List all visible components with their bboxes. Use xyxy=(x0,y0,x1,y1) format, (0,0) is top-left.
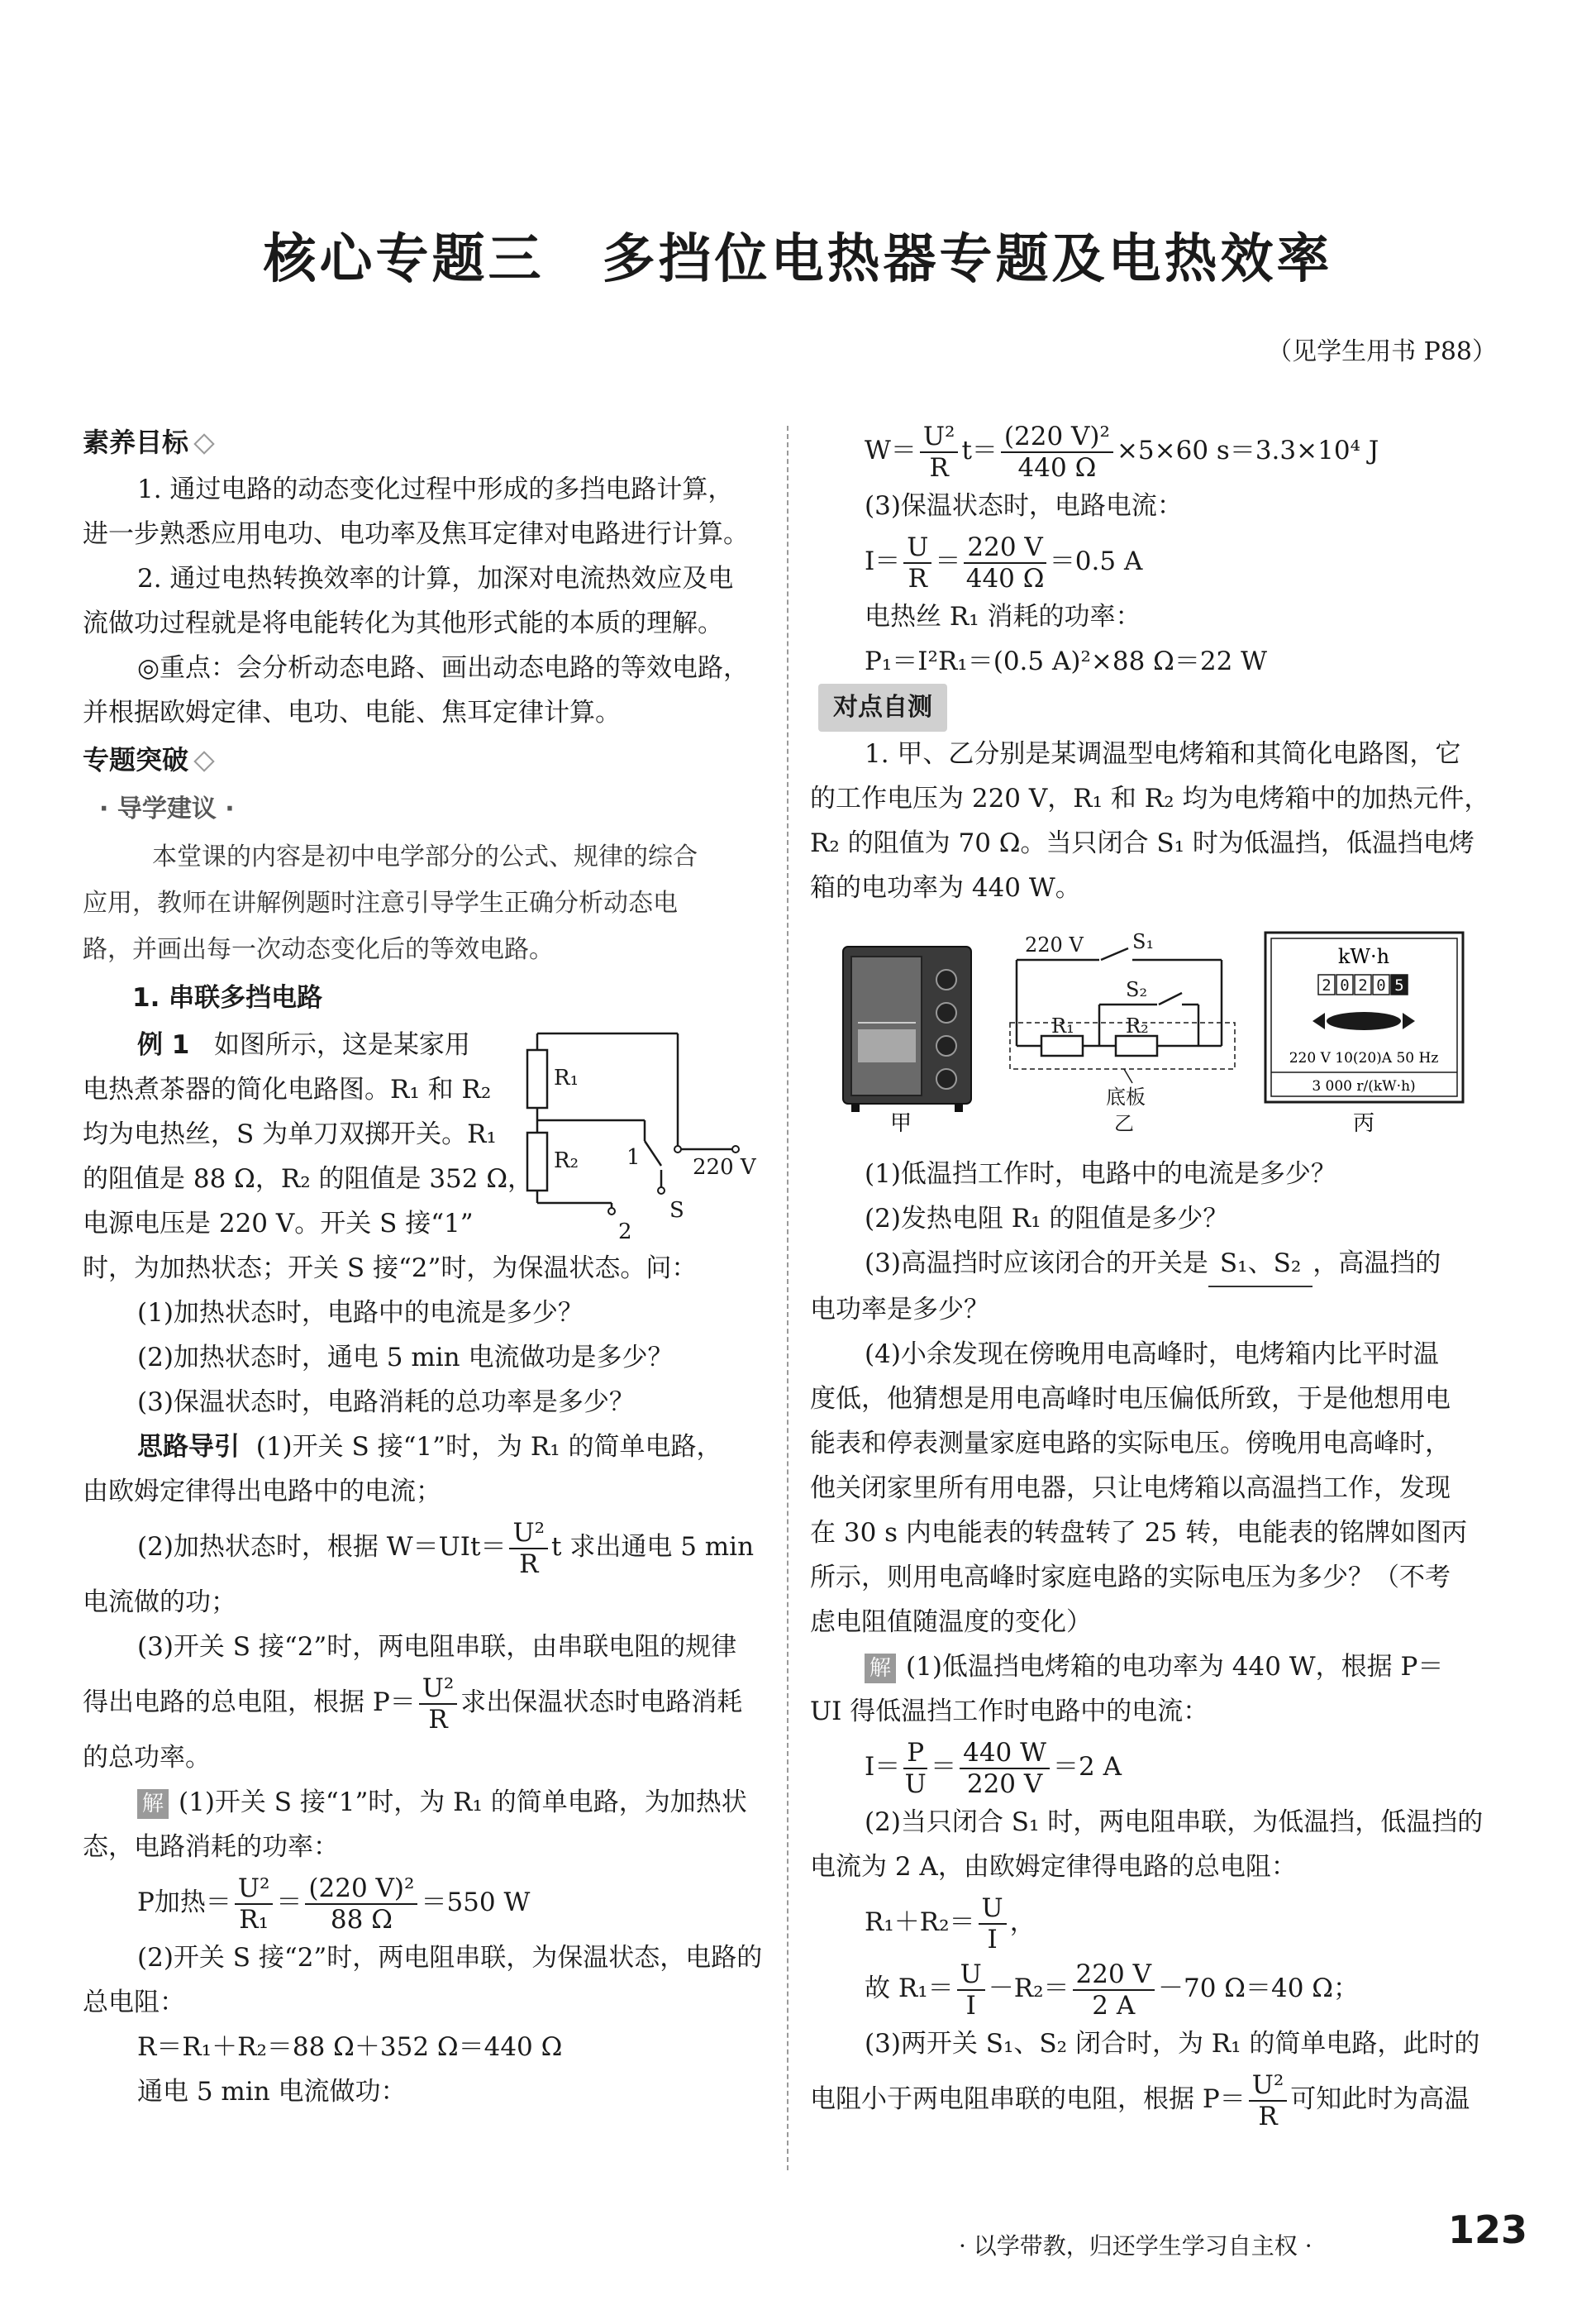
meter-digit: 0 xyxy=(1376,976,1386,995)
terminal-2 xyxy=(608,1208,615,1215)
label-base: 底板 xyxy=(1106,1086,1146,1109)
example-label: 例 1 xyxy=(137,1030,190,1060)
fraction: $\frac{\text{U²}}{R}$ xyxy=(920,422,959,483)
solution-text: 通电 5 min 电流做功： xyxy=(137,2077,407,2107)
label-s1: S₁ xyxy=(1132,930,1155,953)
question-2: (2)发热电阻 R₁ 的阻值是多少？ xyxy=(865,1204,1229,1234)
switch-s2 xyxy=(1159,993,1182,1005)
question-text: 在 30 s 内电能表的转盘转了 25 转，电能表的铭牌如图丙 xyxy=(810,1518,1468,1548)
switch-s1 xyxy=(1101,948,1128,960)
column-divider xyxy=(787,426,788,2170)
meter-constant: 3 000 r/(kW·h) xyxy=(1312,1078,1416,1095)
fraction: $\frac{440 W}{220 V}$ xyxy=(960,1738,1050,1799)
label-switch: S xyxy=(669,1198,684,1223)
example-line: 例 1 如图所示，这是某家用 xyxy=(137,1030,470,1060)
label-r1: R₁ xyxy=(1051,1014,1074,1038)
thinking-text: 电流做的功； xyxy=(83,1587,236,1617)
label-voltage: 220 V xyxy=(1025,933,1084,957)
solution-text: (3)保温状态时，电路电流： xyxy=(865,491,1183,521)
left-column xyxy=(83,418,773,2114)
oven-food xyxy=(858,1029,916,1062)
goal-text: 1. 通过电路的动态变化过程中形成的多挡电路计算， xyxy=(137,475,734,504)
problem-text: 的工作电压为 220 V，R₁ 和 R₂ 均为电烤箱中的加热元件， xyxy=(810,784,1490,814)
solution-text: (2)当只闭合 S₁ 时，两电阻串联，为低温挡，低温挡的 xyxy=(865,1807,1484,1837)
subsection-heading: 1. 串联多挡电路 xyxy=(132,983,323,1013)
current-formula: I＝ $\frac{U}{R}$ ＝ $\frac{220 V}{440 \Omega}$ ＝0.5 A xyxy=(865,532,1143,594)
question-text: 他关闭家里所有用电器，只让电烤箱以高温挡工作，发现 xyxy=(810,1473,1451,1503)
question-text: 能表和停表测量家庭电路的实际电压。傍晚用电高峰时， xyxy=(810,1429,1451,1458)
label-position-2: 2 xyxy=(618,1219,632,1240)
guide-heading: · 导学建议 · xyxy=(99,795,235,823)
section-heading-goals: 素养目标 xyxy=(83,418,773,467)
fraction: $\frac{\text{U²}}{R}$ xyxy=(1249,2070,1288,2131)
fraction: $\frac{U}{R}$ xyxy=(903,532,931,594)
meter-digit: 2 xyxy=(1358,976,1368,995)
solution-formula: P加热＝ $\frac{\text{U²}}{\text{R₁}}$ ＝ $\frac{\text{(220 V)²}}{88 \Omega}$ ＝550 W xyxy=(137,1873,531,1935)
self-test-badge: 对点自测 xyxy=(818,684,947,732)
goal-text: 进一步熟悉应用电功、电功率及焦耳定律对电路进行计算。 xyxy=(83,519,749,549)
knob-icon xyxy=(936,1003,956,1023)
solution-text: (2)开关 S 接“2”时，两电阻串联，为保温状态，电路的 xyxy=(137,1943,763,1973)
self-test-heading xyxy=(810,684,1496,732)
problem-text: R₂ 的阻值为 70 Ω。当只闭合 S₁ 时为低温挡，低温挡电烤 xyxy=(810,828,1475,858)
oven-photo xyxy=(827,930,992,1133)
diamond-icon xyxy=(193,751,214,771)
meter-digit: 0 xyxy=(1340,976,1350,995)
work-formula: W＝ $\frac{\text{U²}}{R}$ t＝ $\frac{\text{(220 V)²}}{440 \Omega}$ ×5×60 s＝3.3×10⁴ J xyxy=(865,421,1379,483)
thinking-text: (3)开关 S 接“2”时，两电阻串联，由串联电阻的规律 xyxy=(137,1632,737,1662)
meter-rating: 220 V 10(20)A 50 Hz xyxy=(1289,1050,1439,1067)
resistor-r2 xyxy=(527,1133,547,1191)
key-point-text: 并根据欧姆定律、电功、电能、焦耳定律计算。 xyxy=(83,698,621,728)
diamond-icon xyxy=(193,433,214,454)
question-4: (4)小余发现在傍晚用电高峰时，电烤箱内比平时温 xyxy=(865,1339,1439,1369)
problem-text: 1. 甲、乙分别是某调温型电烤箱和其简化电路图，它 xyxy=(865,739,1461,769)
goal-text: 流做功过程就是将电能转化为其他形式能的本质的理解。 xyxy=(83,609,723,638)
thinking-label: 思路导引 xyxy=(137,1432,240,1462)
example-text: 均为电热丝，S 为单刀双掷开关。R₁ xyxy=(83,1119,497,1149)
reference-note: （见学生用书 P88） xyxy=(1267,337,1497,366)
fraction: $\frac{\text{(220 V)²}}{440 \Omega}$ xyxy=(1001,422,1113,483)
knob-icon xyxy=(936,1069,956,1089)
label-r2: R₂ xyxy=(554,1148,579,1173)
guide-text: 本堂课的内容是初中电学部分的公式、规律的综合 xyxy=(152,842,698,871)
terminal-switch xyxy=(658,1187,665,1194)
page-number: 123 xyxy=(1448,2207,1528,2252)
goal-text: 2. 通过电热转换效率的计算，加深对电流热效应及电 xyxy=(137,564,734,594)
solution-text: P₁＝I²R₁＝(0.5 A)²×88 Ω＝22 W xyxy=(865,647,1268,676)
figure-label-jia: 甲 xyxy=(889,1111,912,1133)
fraction: $\frac{\text{U²}}{R}$ xyxy=(419,1673,458,1735)
solution-text: 总电阻： xyxy=(83,1988,185,2017)
thinking-text: 由欧姆定律得出电路中的电流； xyxy=(83,1477,441,1506)
figure-label-yi: 乙 xyxy=(1114,1112,1134,1133)
question-3: (3)保温状态时，电路消耗的总功率是多少？ xyxy=(137,1387,635,1417)
question-1: (1)低温挡工作时，电路中的电流是多少？ xyxy=(865,1159,1336,1189)
problem-text: 箱的电功率为 440 W。 xyxy=(810,873,1081,903)
page-title xyxy=(0,217,1596,293)
answer-blank: S₁、S₂ xyxy=(1208,1241,1313,1287)
thinking-formula: 得出电路的总电阻，根据 P＝ $\frac{\text{U²}}{R}$ 求出保温状态时电路消耗 xyxy=(83,1673,743,1735)
solution-text: 态，电路消耗的功率： xyxy=(83,1832,339,1862)
footer-slogan: · 以学带教，归还学生学习自主权 · xyxy=(959,2232,1313,2260)
solution-text: 电热丝 R₁ 消耗的功率： xyxy=(865,602,1141,632)
example-text: 的阻值是 88 Ω，R₂ 的阻值是 352 Ω， xyxy=(83,1164,534,1194)
meter-disc xyxy=(1327,1012,1401,1030)
label-r1: R₁ xyxy=(554,1066,579,1091)
terminal-1 xyxy=(674,1146,681,1153)
example-text: 时，为加热状态；开关 S 接“2”时，为保温状态。问： xyxy=(83,1253,698,1283)
section-heading-topic: 专题突破 xyxy=(83,735,773,785)
knob-icon xyxy=(936,970,956,990)
meter-digit: 5 xyxy=(1394,976,1404,995)
solution-text: UI 得低温挡工作时电路中的电流： xyxy=(810,1697,1209,1726)
right-column xyxy=(810,418,1496,2132)
question-text: 电功率是多少？ xyxy=(810,1295,989,1324)
fraction: $\frac{220 V}{2 A}$ xyxy=(1073,1959,1155,2021)
solution-text: (3)两开关 S₁、S₂ 闭合时，为 R₁ 的简单电路，此时的 xyxy=(865,2029,1480,2059)
example-text: 电源电压是 220 V。开关 S 接“1” xyxy=(83,1209,474,1239)
knob-icon xyxy=(936,1036,956,1056)
example-text: 电热煮茶器的简化电路图。R₁ 和 R₂ xyxy=(83,1075,492,1105)
solution-label: 解 xyxy=(865,1654,896,1683)
solution-label: 解 xyxy=(137,1789,169,1819)
current-formula: I＝ $\frac{P}{U}$ ＝ $\frac{440 W}{220 V}$ ＝2 A xyxy=(865,1737,1122,1799)
oven-window xyxy=(851,957,922,1095)
resistor-r1 xyxy=(1041,1036,1083,1056)
title-part-1: 核心专题三 xyxy=(263,229,545,290)
label-voltage: 220 V xyxy=(693,1155,756,1180)
question-text: 虑电阻值随温度的变化） xyxy=(810,1607,1092,1637)
question-1: (1)加热状态时，电路中的电流是多少？ xyxy=(137,1298,584,1328)
solution-text: 电流为 2 A，由欧姆定律得电路的总电阻： xyxy=(810,1852,1297,1882)
resistance-formula: R₁＋R₂＝ $\frac{U}{I}$ ， xyxy=(865,1892,1036,1954)
question-text: 所示，则用电高峰时家庭电路的实际电压为多少？（不考 xyxy=(810,1563,1451,1592)
energy-meter xyxy=(1263,930,1465,1133)
fraction: $\frac{\text{U²}}{R}$ xyxy=(509,1518,548,1579)
meter-unit: kW·h xyxy=(1337,945,1390,968)
fraction: $\frac{220 V}{440 \Omega}$ xyxy=(964,532,1046,594)
fraction: $\frac{U}{I}$ xyxy=(957,1959,985,2021)
figure-label-bing: 丙 xyxy=(1352,1111,1375,1133)
fraction: $\frac{\text{(220 V)²}}{88 \Omega}$ xyxy=(305,1873,417,1935)
resistor-r1 xyxy=(527,1050,547,1108)
fraction: $\frac{P}{U}$ xyxy=(904,1737,927,1799)
label-s2: S₂ xyxy=(1126,978,1148,1001)
label-r2: R₂ xyxy=(1126,1014,1149,1038)
oven-circuit-diagram xyxy=(1008,930,1240,1133)
resistance-formula: 故 R₁＝ $\frac{U}{I}$ －R₂＝ $\frac{220 V}{2 A}$ －70 Ω＝40 Ω； xyxy=(865,1959,1359,2021)
thinking-formula: (2)加热状态时，根据 W＝UIt＝ $\frac{\text{U²}}{R}$ t 求出通电 5 min xyxy=(137,1517,755,1579)
key-point-text: ◎重点：会分析动态电路、画出动态电路的等效电路， xyxy=(137,653,750,683)
guide-text: 路，并画出每一次动态变化后的等效电路。 xyxy=(83,935,554,964)
solution-line: 解 (1)开关 S 接“1”时，为 R₁ 的简单电路，为加热状 xyxy=(83,1780,773,1825)
terminal-power xyxy=(732,1146,739,1153)
fraction: $\frac{U}{I}$ xyxy=(979,1893,1007,1954)
meter-display xyxy=(1318,975,1408,995)
power-formula: 电阻小于两电阻串联的电阻，根据 P＝ $\frac{\text{U²}}{R}$ 可知此时为高温 xyxy=(810,2069,1470,2131)
solution-text: R＝R₁＋R₂＝88 Ω＋352 Ω＝440 Ω xyxy=(137,2032,563,2062)
thinking-text: 的总功率。 xyxy=(83,1743,211,1773)
question-2: (2)加热状态时，通电 5 min 电流做功是多少？ xyxy=(137,1343,674,1372)
label-position-1: 1 xyxy=(626,1145,641,1170)
guide-text: 应用，教师在讲解例题时注意引导学生正确分析动态电 xyxy=(83,889,678,918)
resistor-r2 xyxy=(1116,1036,1157,1056)
question-3: (3)高温挡时应该闭合的开关是 S₁、S₂ ，高温挡的 xyxy=(810,1241,1496,1287)
meter-digit: 2 xyxy=(1322,976,1332,995)
fraction: $\frac{\text{U²}}{\text{R₁}}$ xyxy=(235,1873,274,1935)
solution-line: 解 (1)低温挡电烤箱的电功率为 440 W，根据 P＝ xyxy=(810,1644,1496,1689)
example-circuit-diagram xyxy=(512,1025,777,1240)
title-part-2: 多挡位电热器专题及电热效率 xyxy=(602,229,1333,290)
question-text: 度低，他猜想是用电高峰时电压偏低所致，于是他想用电 xyxy=(810,1384,1451,1414)
thinking-guide: 思路导引 (1)开关 S 接“1”时，为 R₁ 的简单电路， xyxy=(137,1432,722,1462)
